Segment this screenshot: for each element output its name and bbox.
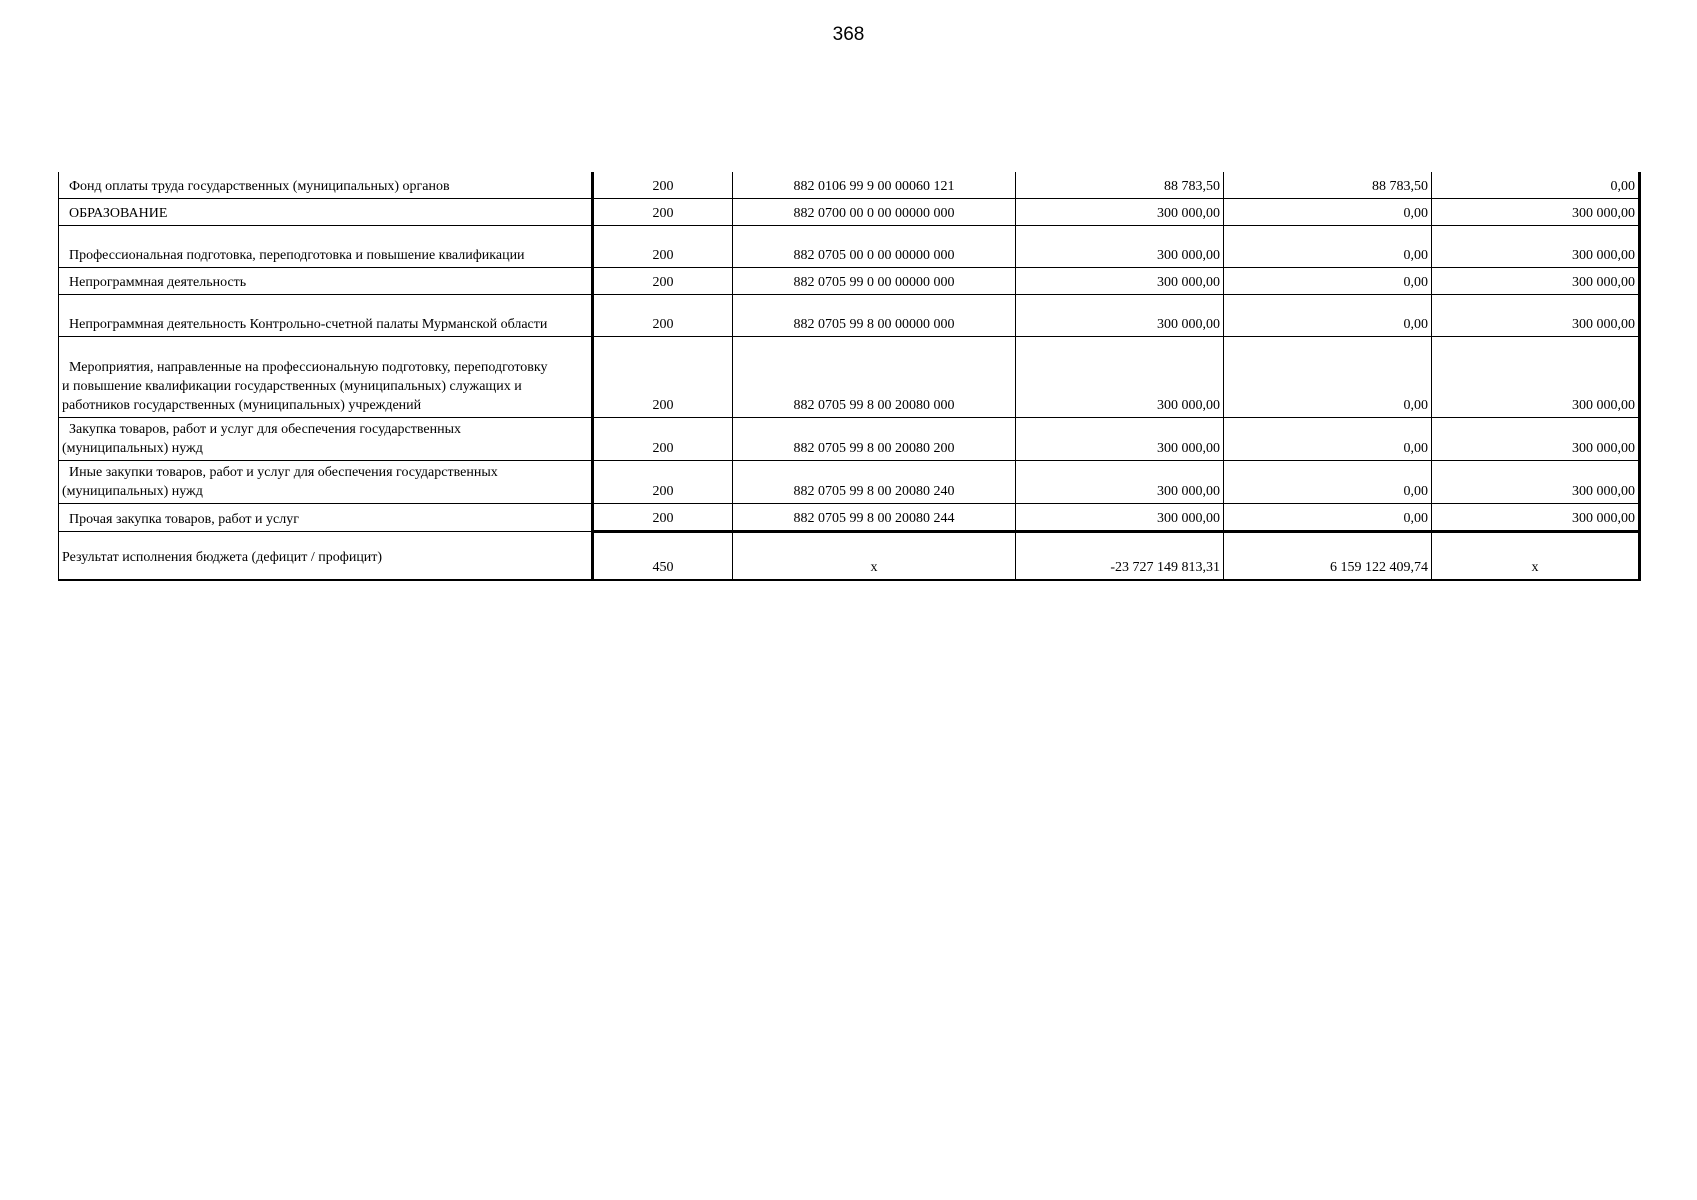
total-value-2: 6 159 122 409,74 — [1224, 532, 1432, 581]
row-value-2: 0,00 — [1224, 295, 1432, 337]
row-name — [59, 337, 593, 418]
row-value-2: 0,00 — [1224, 418, 1432, 461]
row-value-2: 88 783,50 — [1224, 172, 1432, 199]
row-classification-code: 882 0705 99 8 00 20080 000 — [733, 337, 1016, 418]
row-value-1: 300 000,00 — [1016, 337, 1224, 418]
row-line-code: 200 — [593, 337, 733, 418]
row-value-1: 300 000,00 — [1016, 504, 1224, 532]
row-name-line: (муниципальных) нужд — [62, 441, 203, 456]
row-value-2: 0,00 — [1224, 504, 1432, 532]
row-classification-code: 882 0705 99 8 00 20080 244 — [733, 504, 1016, 532]
table-row — [59, 199, 1640, 226]
row-line-code: 200 — [593, 268, 733, 295]
row-name: Прочая закупка товаров, работ и услуг — [59, 504, 593, 532]
row-name — [59, 461, 593, 504]
row-name-line: работников государственных (муниципальных) учреждений — [62, 398, 422, 413]
row-name: ОБРАЗОВАНИЕ — [59, 199, 593, 226]
total-row — [59, 532, 1640, 581]
row-name: Профессиональная подготовка, переподготовка и повышение квалификации — [59, 226, 593, 268]
page-number: 368 — [832, 24, 865, 45]
total-line-code: 450 — [593, 532, 733, 581]
row-name: Фонд оплаты труда государственных (муниципальных) органов — [59, 172, 593, 199]
row-value-1: 300 000,00 — [1016, 226, 1224, 268]
row-value-3: 300 000,00 — [1432, 418, 1640, 461]
total-classification-code: x — [733, 532, 1016, 581]
row-value-3: 300 000,00 — [1432, 226, 1640, 268]
row-value-3: 300 000,00 — [1432, 268, 1640, 295]
table-row — [59, 418, 1640, 461]
row-value-1: 88 783,50 — [1016, 172, 1224, 199]
budget-execution-table — [58, 172, 1641, 581]
row-line-code: 200 — [593, 295, 733, 337]
table-row — [59, 268, 1640, 295]
total-value-3: x — [1432, 532, 1640, 581]
row-value-3: 300 000,00 — [1432, 504, 1640, 532]
row-line-code: 200 — [593, 418, 733, 461]
row-name-line: Закупка товаров, работ и услуг для обеспечения государственных — [69, 422, 462, 437]
table-row — [59, 226, 1640, 268]
total-value-1: -23 727 149 813,31 — [1016, 532, 1224, 581]
row-value-3: 300 000,00 — [1432, 337, 1640, 418]
row-classification-code: 882 0705 00 0 00 00000 000 — [733, 226, 1016, 268]
row-value-1: 300 000,00 — [1016, 268, 1224, 295]
row-classification-code: 882 0705 99 0 00 00000 000 — [733, 268, 1016, 295]
row-name — [59, 418, 593, 461]
row-value-1: 300 000,00 — [1016, 461, 1224, 504]
row-name-line: и повышение квалификации государственных (муниципальных) служащих и — [62, 379, 522, 394]
row-value-2: 0,00 — [1224, 461, 1432, 504]
row-line-code: 200 — [593, 504, 733, 532]
table-row — [59, 295, 1640, 337]
row-value-2: 0,00 — [1224, 268, 1432, 295]
row-name: Непрограммная деятельность Контрольно-счетной палаты Мурманской области — [59, 295, 593, 337]
row-value-3: 300 000,00 — [1432, 295, 1640, 337]
table-row — [59, 337, 1640, 418]
row-line-code: 200 — [593, 199, 733, 226]
row-classification-code: 882 0705 99 8 00 00000 000 — [733, 295, 1016, 337]
row-name-line: Иные закупки товаров, работ и услуг для обеспечения государственных — [69, 465, 498, 480]
row-name: Непрограммная деятельность — [59, 268, 593, 295]
row-value-2: 0,00 — [1224, 226, 1432, 268]
row-classification-code: 882 0705 99 8 00 20080 240 — [733, 461, 1016, 504]
row-classification-code: 882 0106 99 9 00 00060 121 — [733, 172, 1016, 199]
row-value-1: 300 000,00 — [1016, 199, 1224, 226]
row-value-1: 300 000,00 — [1016, 295, 1224, 337]
row-line-code: 200 — [593, 172, 733, 199]
row-line-code: 200 — [593, 226, 733, 268]
total-row-name: Результат исполнения бюджета (дефицит / профицит) — [59, 532, 593, 581]
table-row — [59, 504, 1640, 532]
row-name-line: Мероприятия, направленные на профессиональную подготовку, переподготовку — [69, 360, 548, 375]
row-value-3: 300 000,00 — [1432, 461, 1640, 504]
table-row — [59, 461, 1640, 504]
row-value-1: 300 000,00 — [1016, 418, 1224, 461]
row-value-2: 0,00 — [1224, 337, 1432, 418]
row-value-3: 0,00 — [1432, 172, 1640, 199]
row-line-code: 200 — [593, 461, 733, 504]
row-value-2: 0,00 — [1224, 199, 1432, 226]
row-value-3: 300 000,00 — [1432, 199, 1640, 226]
row-classification-code: 882 0705 99 8 00 20080 200 — [733, 418, 1016, 461]
row-name-line: (муниципальных) нужд — [62, 484, 203, 499]
table-row — [59, 172, 1640, 199]
row-classification-code: 882 0700 00 0 00 00000 000 — [733, 199, 1016, 226]
